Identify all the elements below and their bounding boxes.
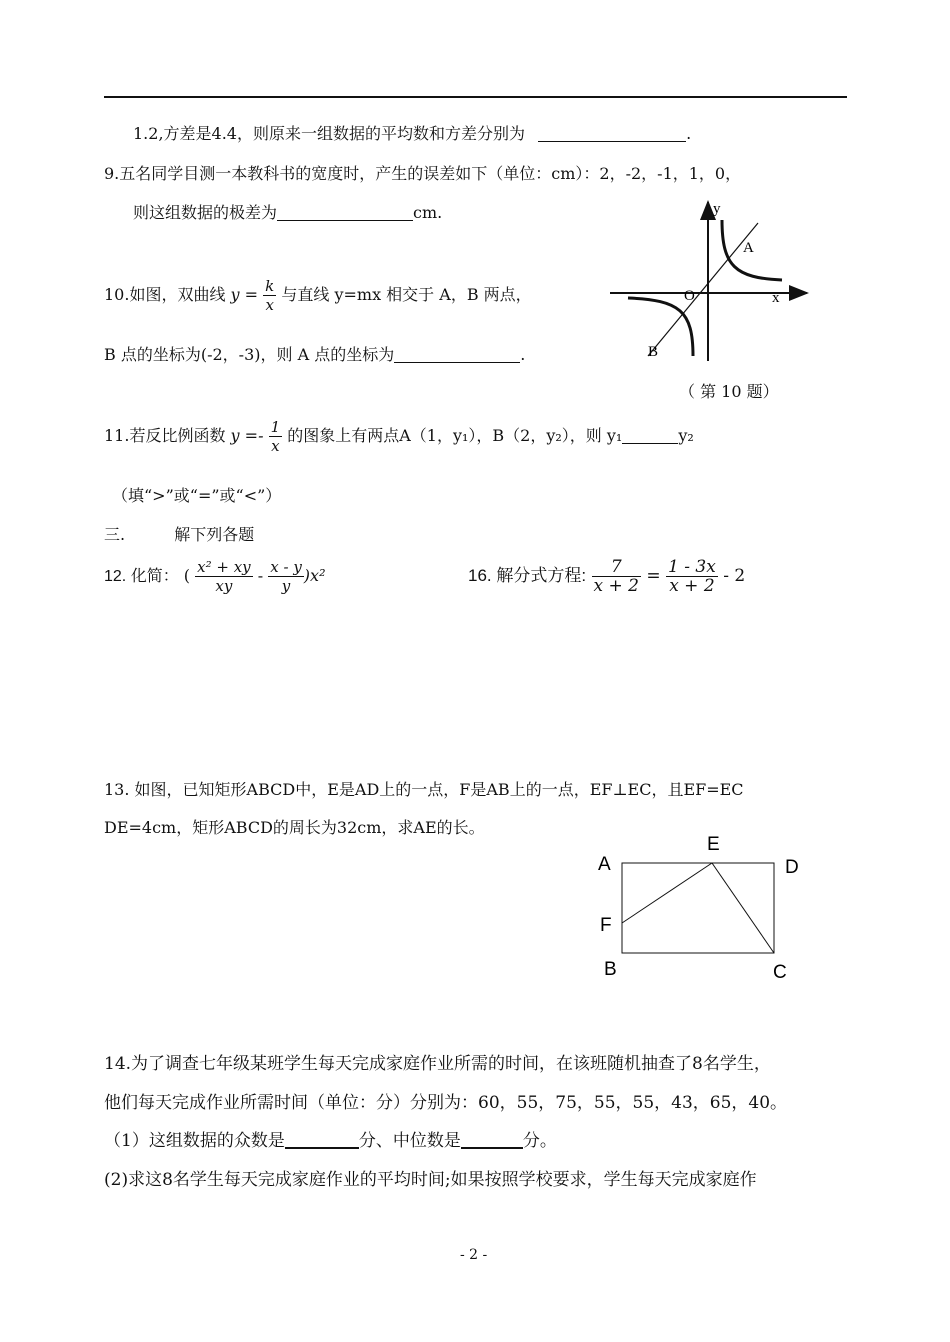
q10-answer-blank[interactable] xyxy=(394,346,520,363)
q13-line1: 13. 如图，已知矩形ABCD中，E是AD上的一点，F是AB上的一点，EF⊥EC，且EF=EC xyxy=(104,780,744,799)
q9-answer-blank[interactable] xyxy=(277,204,413,221)
q16: 16. 解分式方程: $\frac{7}{x + 2}$ = $\frac{1 - 3x}{x + 2}$ - 2 xyxy=(468,557,746,596)
section-three: 三. 解下列各题 xyxy=(104,525,255,544)
q10-figure xyxy=(600,196,820,371)
segment-ef xyxy=(622,863,712,923)
q13-figure xyxy=(590,828,815,983)
q8-tail: 1.2,方差是4.4，则原来一组数据的平均数和方差分别为 . xyxy=(133,124,692,143)
q14-line4: (2)求这8名学生每天完成家庭作业的平均时间;如果按照学校要求，学生每天完成家庭作 xyxy=(104,1170,757,1190)
q10-fraction: $\frac{k}{x}$ xyxy=(265,277,275,314)
q16-fraction-2: $\frac{1 - 3x}{x + 2}$ xyxy=(668,557,716,596)
page-number: - 2 - xyxy=(460,1247,488,1263)
hyperbola-branch-2 xyxy=(628,298,693,356)
header-rule xyxy=(104,96,847,98)
q11-line1: 11.若反比例函数 y =- $\frac{1}{x}$ 的图象上有两点A（1，y₁），B（2，y₂），则 y₁ y₂ xyxy=(104,418,694,455)
q8-answer-blank[interactable] xyxy=(538,125,686,142)
q10-line2: B 点的坐标为(-2，-3)，则 A 点的坐标为 . xyxy=(104,345,526,364)
label-x: x xyxy=(772,290,780,306)
q9-line2: 则这组数据的极差为 cm. xyxy=(133,203,443,222)
q9-line1: 9.五名同学目测一本教科书的宽度时，产生的误差如下（单位：cm）：2，-2，-1，1，0， xyxy=(104,164,742,183)
label-origin: O xyxy=(684,288,695,304)
q14-mode-blank[interactable] xyxy=(285,1131,359,1149)
q14-line3: （1）这组数据的众数是 分、中位数是 分。 xyxy=(104,1131,557,1151)
label-point-a: A xyxy=(743,240,754,256)
label-y: y xyxy=(713,201,721,217)
section-three-title: 解下列各题 xyxy=(174,525,255,544)
label-f: F xyxy=(600,915,612,936)
q12: 12. 化简： ( $\frac{\text{x² + xy}}{xy}$ - $\frac{x - y}{y}$ )x² xyxy=(104,558,326,595)
q12-fraction-1: $\frac{\text{x² + xy}}{xy}$ xyxy=(197,558,251,595)
segment-ec xyxy=(712,863,774,953)
q16-fraction-1: $\frac{7}{x + 2}$ xyxy=(593,557,639,596)
q10-caption: （ 第 10 题） xyxy=(679,382,779,401)
q14-line1: 14.为了调查七年级某班学生每天完成家庭作业所需的时间，在该班随机抽查了8名学生， xyxy=(104,1054,771,1074)
label-d: D xyxy=(785,857,799,878)
label-c: C xyxy=(773,962,787,983)
label-a: A xyxy=(598,854,611,875)
line-y-mx xyxy=(648,223,758,356)
label-point-b: B xyxy=(648,344,659,360)
q11-line2: （填“>”或“=”或“<”） xyxy=(112,486,282,505)
label-b: B xyxy=(604,959,617,980)
q11-answer-blank[interactable] xyxy=(622,427,678,444)
q13-line2: DE=4cm，矩形ABCD的周长为32cm，求AE的长。 xyxy=(104,818,485,837)
q10-line1: 10.如图，双曲线 y = $\frac{k}{x}$ 与直线 y=mx 相交于 A，B 两点， xyxy=(104,277,532,314)
q14-line2: 他们每天完成作业所需时间（单位：分）分别为：60，55，75，55，55，43，65，40。 xyxy=(104,1093,788,1113)
q14-median-blank[interactable] xyxy=(461,1131,523,1149)
label-e: E xyxy=(707,834,720,855)
q11-fraction: $\frac{1}{x}$ xyxy=(270,418,281,455)
q12-fraction-2: $\frac{x - y}{y}$ xyxy=(270,558,302,595)
